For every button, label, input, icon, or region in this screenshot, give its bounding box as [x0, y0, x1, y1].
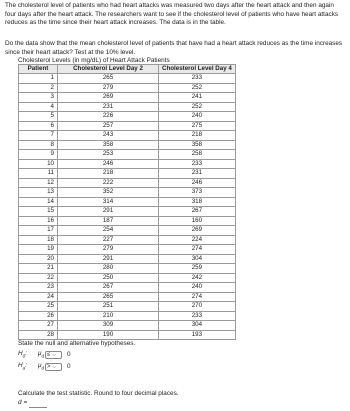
- cell-day2: 253: [58, 150, 159, 160]
- table-row: [19, 169, 236, 179]
- cell-day4: 318: [159, 197, 236, 207]
- cell-patient: 28: [19, 330, 58, 340]
- header-day2: Cholesterol Level Day 2: [58, 65, 159, 74]
- cell-day4: 252: [159, 102, 236, 112]
- problem-question: Do the data show that the mean cholesterol level of patients that have had a heart attack reduces as the time increases since their heart attack? Test at the 10% level.: [5, 40, 343, 56]
- cell-day2: 265: [58, 292, 159, 302]
- header-day4: Cholesterol Level Day 4: [159, 65, 236, 74]
- table-row: [19, 93, 236, 103]
- h0-value: 0: [67, 351, 71, 359]
- cell-day4: 258: [159, 150, 236, 160]
- cell-day4: 304: [159, 254, 236, 264]
- table-row: [19, 235, 236, 245]
- cell-day2: 243: [58, 131, 159, 141]
- h0-symbol: $H_0$:: [18, 350, 27, 359]
- cell-patient: 11: [19, 169, 58, 179]
- cell-day4: 259: [159, 264, 236, 274]
- cell-day2: 269: [58, 93, 159, 103]
- table-row: [19, 150, 236, 160]
- table-row: [19, 245, 236, 255]
- ha-symbol: $H_a$:: [18, 362, 27, 371]
- table-row: [19, 197, 236, 207]
- cell-day2: 257: [58, 121, 159, 131]
- cell-day2: 210: [58, 311, 159, 321]
- cell-day4: 231: [159, 169, 236, 179]
- equals-sign: =: [23, 399, 28, 407]
- ha-operator-select[interactable]: [45, 363, 62, 371]
- table-row: [19, 74, 236, 84]
- ha-operator-value: >: [47, 364, 51, 371]
- cell-patient: 9: [19, 150, 58, 160]
- ha-mu: $\mu_d$: [38, 362, 45, 371]
- cell-day2: 254: [58, 226, 159, 236]
- table-row: [19, 264, 236, 274]
- cell-day2: 265: [58, 74, 159, 84]
- cell-day2: 246: [58, 159, 159, 169]
- table-row: [19, 207, 236, 217]
- cell-day4: 246: [159, 178, 236, 188]
- cell-day2: 218: [58, 169, 159, 179]
- cell-patient: 8: [19, 140, 58, 150]
- cell-day2: 267: [58, 283, 159, 293]
- chevron-down-icon: ⌵: [52, 352, 57, 359]
- cell-day2: 222: [58, 178, 159, 188]
- cell-day4: 218: [159, 131, 236, 141]
- cell-patient: 7: [19, 131, 58, 141]
- cell-day4: 224: [159, 235, 236, 245]
- cell-patient: 10: [19, 159, 58, 169]
- hypotheses-prompt: State the null and alternative hypotheses.: [18, 340, 136, 347]
- table-row: [19, 321, 236, 331]
- cell-patient: 19: [19, 245, 58, 255]
- table-row: [19, 302, 236, 312]
- chevron-down-icon: ⌵: [52, 364, 57, 371]
- cell-day4: 358: [159, 140, 236, 150]
- table-caption: Cholesterol Levels (in mg/dL) of Heart Attack Patients: [18, 57, 170, 64]
- cell-day2: 250: [58, 273, 159, 283]
- table-body: [19, 74, 236, 340]
- cell-patient: 20: [19, 254, 58, 264]
- table-row: [19, 292, 236, 302]
- cell-day2: 279: [58, 83, 159, 93]
- cell-patient: 5: [19, 112, 58, 122]
- cell-day4: 373: [159, 188, 236, 198]
- alternative-hypothesis-row: [18, 362, 71, 373]
- cell-day4: 240: [159, 112, 236, 122]
- cell-day2: 190: [58, 330, 159, 340]
- cell-day4: 274: [159, 292, 236, 302]
- cell-patient: 25: [19, 302, 58, 312]
- table-row: [19, 226, 236, 236]
- cell-day4: 274: [159, 245, 236, 255]
- table-row: [19, 188, 236, 198]
- table-row: [19, 311, 236, 321]
- cholesterol-table: [18, 64, 236, 340]
- table-row: [19, 216, 236, 226]
- problem-intro: The cholesterol level of patients who had heart attacks was measured two days after the heart attack and then again four days after the heart attack. The researchers want to see if the cholesterol level of patients who have heart attacks reduces as the time since their heart attack increases. The data is in the table.: [5, 2, 339, 27]
- table-row: [19, 83, 236, 93]
- cell-patient: 17: [19, 226, 58, 236]
- cell-day2: 251: [58, 302, 159, 312]
- table-row: [19, 273, 236, 283]
- null-hypothesis-row: [18, 350, 71, 361]
- table-row: [19, 121, 236, 131]
- cell-day2: 227: [58, 235, 159, 245]
- cell-day4: 240: [159, 283, 236, 293]
- table-row: [19, 159, 236, 169]
- cell-patient: 23: [19, 283, 58, 293]
- cell-day4: 270: [159, 302, 236, 312]
- test-statistic-input[interactable]: [29, 399, 47, 408]
- table-row: [19, 283, 236, 293]
- cell-day4: 193: [159, 330, 236, 340]
- cell-patient: 6: [19, 121, 58, 131]
- cell-patient: 12: [19, 178, 58, 188]
- cell-patient: 18: [19, 235, 58, 245]
- cell-patient: 4: [19, 102, 58, 112]
- cell-day4: 160: [159, 216, 236, 226]
- cell-day2: 291: [58, 254, 159, 264]
- cell-day2: 279: [58, 245, 159, 255]
- cell-patient: 21: [19, 264, 58, 274]
- stat-symbol: d: [18, 399, 22, 407]
- h0-operator-value: ≤: [47, 352, 51, 359]
- cell-day2: 314: [58, 197, 159, 207]
- cell-day4: 233: [159, 159, 236, 169]
- cell-patient: 16: [19, 216, 58, 226]
- table-row: [19, 330, 236, 340]
- table-row: [19, 112, 236, 122]
- cell-day2: 280: [58, 264, 159, 274]
- table-row: [19, 254, 236, 264]
- table-row: [19, 131, 236, 141]
- cell-day4: 304: [159, 321, 236, 331]
- cell-day2: 187: [58, 216, 159, 226]
- header-patient: Patient: [19, 65, 58, 74]
- test-statistic-row: [18, 399, 47, 408]
- calc-prompt: Calculate the test statistic. Round to four decimal places.: [18, 390, 179, 397]
- cell-day4: 241: [159, 93, 236, 103]
- cell-day4: 267: [159, 207, 236, 217]
- cell-day4: 242: [159, 273, 236, 283]
- h0-operator-select[interactable]: [45, 351, 62, 359]
- cell-patient: 13: [19, 188, 58, 198]
- table-row: [19, 102, 236, 112]
- cell-patient: 24: [19, 292, 58, 302]
- h0-mu: $\mu_d$: [38, 350, 45, 359]
- cell-patient: 22: [19, 273, 58, 283]
- table-row: [19, 140, 236, 150]
- cell-patient: 1: [19, 74, 58, 84]
- cell-day4: 252: [159, 83, 236, 93]
- cell-patient: 2: [19, 83, 58, 93]
- cell-patient: 3: [19, 93, 58, 103]
- cell-patient: 26: [19, 311, 58, 321]
- cell-patient: 15: [19, 207, 58, 217]
- cell-day2: 226: [58, 112, 159, 122]
- cell-patient: 27: [19, 321, 58, 331]
- ha-value: 0: [67, 363, 71, 371]
- cell-patient: 14: [19, 197, 58, 207]
- cell-day4: 269: [159, 226, 236, 236]
- cell-day2: 358: [58, 140, 159, 150]
- cell-day4: 233: [159, 311, 236, 321]
- cell-day2: 291: [58, 207, 159, 217]
- table-header-row: [19, 65, 236, 74]
- cell-day2: 231: [58, 102, 159, 112]
- cell-day4: 233: [159, 74, 236, 84]
- cell-day2: 352: [58, 188, 159, 198]
- cell-day2: 309: [58, 321, 159, 331]
- table-row: [19, 178, 236, 188]
- cell-day4: 275: [159, 121, 236, 131]
